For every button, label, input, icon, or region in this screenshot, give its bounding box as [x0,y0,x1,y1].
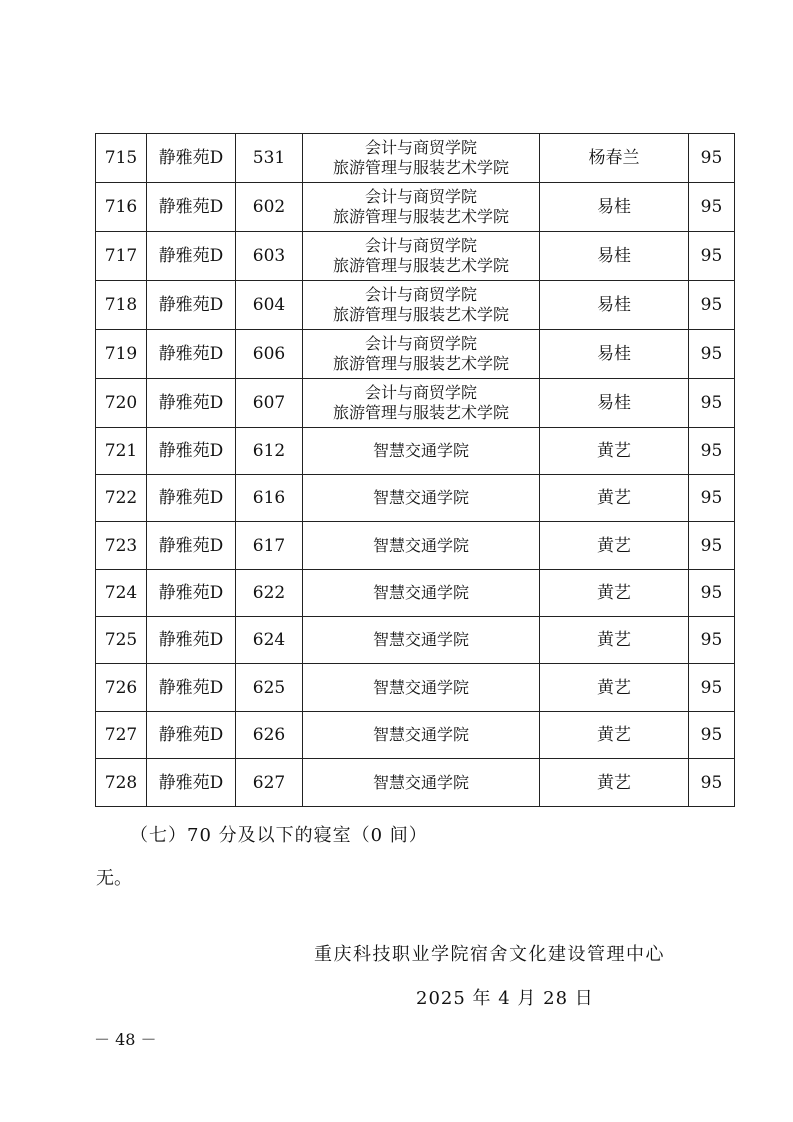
row-number-cell: 720 [96,379,147,428]
row-number-cell: 725 [96,617,147,664]
score-cell: 95 [689,617,735,664]
row-number-cell: 724 [96,570,147,617]
building-cell: 静雅苑D [147,281,236,330]
teacher-cell: 易桂 [540,183,689,232]
college-name: 智慧交通学院 [372,488,469,507]
teacher-cell: 易桂 [540,330,689,379]
college-name: 会计与商贸学院 [364,383,477,402]
score-cell: 95 [689,475,735,522]
issuing-organization: 重庆科技职业学院宿舍文化建设管理中心 [314,944,665,965]
room-cell: 625 [236,664,303,712]
score-cell: 95 [689,712,735,759]
college-name: 会计与商贸学院 [364,285,477,304]
college-name: 智慧交通学院 [372,772,469,792]
building-cell: 静雅苑D [147,330,236,379]
college-name: 会计与商贸学院 [364,187,477,206]
row-number-cell: 715 [96,134,147,183]
room-cell: 603 [236,232,303,281]
table-row [96,570,735,617]
college-name: 旅游管理与服装艺术学院 [332,158,509,177]
teacher-cell: 黄艺 [540,664,689,712]
building-cell: 静雅苑D [147,712,236,759]
issue-date: 2025 年 4 月 28 日 [416,988,594,1009]
score-cell: 95 [689,428,735,475]
room-cell: 624 [236,617,303,664]
building-cell: 静雅苑D [147,183,236,232]
table-row [96,664,735,712]
row-number-cell: 727 [96,712,147,759]
row-number-cell: 717 [96,232,147,281]
dorm-score-table-body [96,134,735,807]
table-row [96,134,735,183]
teacher-cell: 黄艺 [540,475,689,522]
college-name: 智慧交通学院 [372,583,469,602]
college-name: 会计与商贸学院 [364,334,477,353]
room-cell: 602 [236,183,303,232]
table-row [96,183,735,232]
score-cell: 95 [689,330,735,379]
college-name: 会计与商贸学院 [364,236,477,255]
room-cell: 627 [236,759,303,807]
table-row [96,522,735,570]
college-cell [303,330,540,379]
table-row [96,281,735,330]
table-row [96,475,735,522]
none-text: 无。 [96,868,132,889]
college-name: 会计与商贸学院 [364,138,477,157]
row-number-cell: 726 [96,664,147,712]
score-cell: 95 [689,522,735,570]
building-cell: 静雅苑D [147,759,236,807]
teacher-cell: 易桂 [540,379,689,428]
room-cell: 612 [236,428,303,475]
teacher-cell: 黄艺 [540,617,689,664]
room-cell: 617 [236,522,303,570]
room-cell: 531 [236,134,303,183]
teacher-cell: 黄艺 [540,570,689,617]
room-cell: 626 [236,712,303,759]
row-number-cell: 718 [96,281,147,330]
room-cell: 616 [236,475,303,522]
room-cell: 606 [236,330,303,379]
table-row [96,617,735,664]
building-cell: 静雅苑D [147,379,236,428]
dorm-score-table [95,133,735,807]
score-cell: 95 [689,183,735,232]
teacher-cell: 黄艺 [540,522,689,570]
table-row [96,712,735,759]
building-cell: 静雅苑D [147,522,236,570]
college-name: 旅游管理与服装艺术学院 [332,305,509,324]
college-cell [303,183,540,232]
row-number-cell: 722 [96,475,147,522]
page-number: － 48 － [94,1030,157,1049]
teacher-cell: 黄艺 [540,759,689,807]
college-cell [303,664,540,712]
room-cell: 604 [236,281,303,330]
table-row [96,232,735,281]
college-cell [303,712,540,759]
teacher-cell: 黄艺 [540,428,689,475]
college-name: 智慧交通学院 [372,535,469,555]
score-cell: 95 [689,570,735,617]
college-name: 智慧交通学院 [372,441,469,460]
score-cell: 95 [689,281,735,330]
table-row [96,379,735,428]
score-cell: 95 [689,664,735,712]
building-cell: 静雅苑D [147,134,236,183]
room-cell: 607 [236,379,303,428]
score-cell: 95 [689,379,735,428]
teacher-cell: 易桂 [540,281,689,330]
college-cell [303,570,540,617]
building-cell: 静雅苑D [147,232,236,281]
table-row [96,759,735,807]
building-cell: 静雅苑D [147,617,236,664]
college-name: 旅游管理与服装艺术学院 [332,354,509,373]
college-cell [303,475,540,522]
section-heading: （七）70 分及以下的寝室（0 间） [130,825,428,846]
college-cell [303,232,540,281]
table-row [96,428,735,475]
building-cell: 静雅苑D [147,570,236,617]
college-name: 旅游管理与服装艺术学院 [332,256,509,275]
score-cell: 95 [689,232,735,281]
room-cell: 622 [236,570,303,617]
college-name: 智慧交通学院 [372,677,469,697]
teacher-cell: 杨春兰 [540,134,689,183]
college-name: 旅游管理与服装艺术学院 [332,207,509,226]
college-name: 智慧交通学院 [372,630,469,649]
building-cell: 静雅苑D [147,428,236,475]
row-number-cell: 728 [96,759,147,807]
college-cell [303,617,540,664]
college-cell [303,759,540,807]
score-cell: 95 [689,759,735,807]
college-cell [303,522,540,570]
college-cell [303,379,540,428]
teacher-cell: 黄艺 [540,712,689,759]
college-cell [303,281,540,330]
table-row [96,330,735,379]
building-cell: 静雅苑D [147,475,236,522]
building-cell: 静雅苑D [147,664,236,712]
row-number-cell: 723 [96,522,147,570]
row-number-cell: 716 [96,183,147,232]
row-number-cell: 719 [96,330,147,379]
row-number-cell: 721 [96,428,147,475]
college-cell [303,428,540,475]
teacher-cell: 易桂 [540,232,689,281]
college-cell [303,134,540,183]
score-cell: 95 [689,134,735,183]
college-name: 旅游管理与服装艺术学院 [332,403,509,422]
college-name: 智慧交通学院 [372,725,469,744]
